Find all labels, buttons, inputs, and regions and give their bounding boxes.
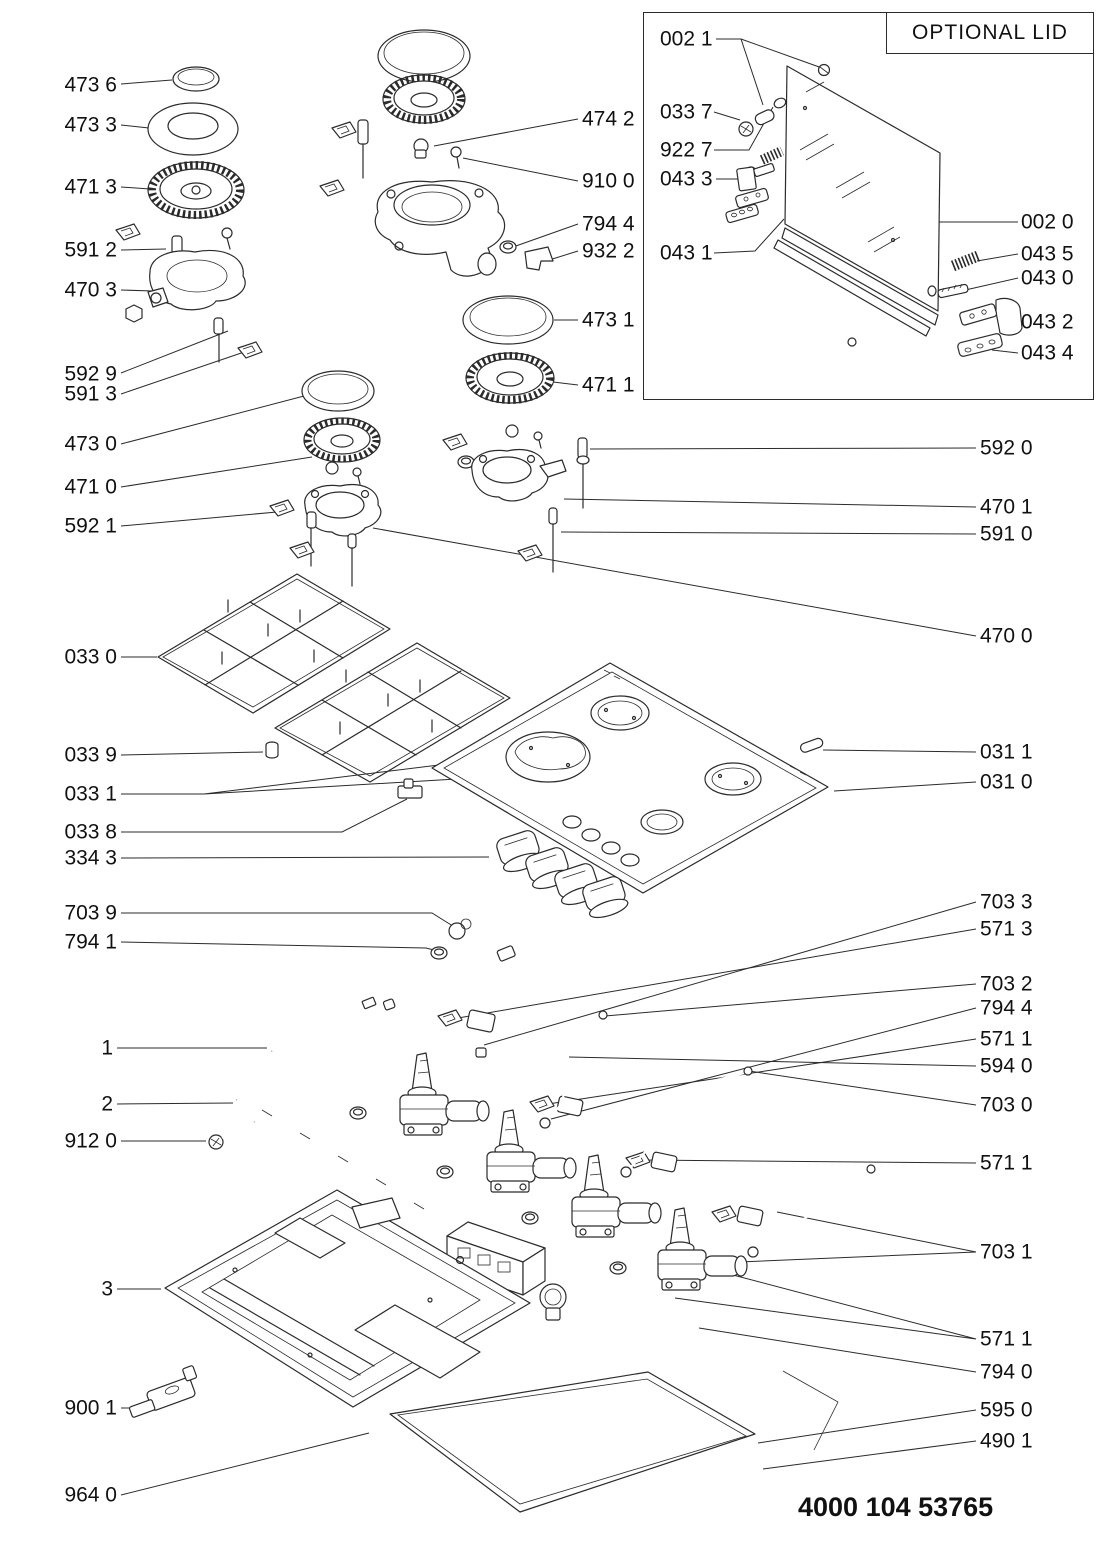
- part-label: 043 4: [1021, 341, 1074, 365]
- part-label: 471 1: [582, 373, 635, 397]
- part-label: 571 1: [980, 1151, 1033, 1175]
- part-label: 591 0: [980, 522, 1033, 546]
- part-label: 470 0: [980, 624, 1033, 648]
- part-label: 043 1: [660, 241, 713, 265]
- part-label: 910 0: [582, 169, 635, 193]
- part-label: 2: [101, 1092, 113, 1116]
- part-label: 033 7: [660, 100, 713, 124]
- part-label: 922 7: [660, 138, 713, 162]
- burner-semirapid-right: [443, 425, 589, 572]
- bottom-tray: [165, 1190, 530, 1407]
- part-label: 900 1: [64, 1396, 117, 1420]
- part-label: 571 3: [980, 917, 1033, 941]
- part-label: 334 3: [64, 846, 117, 870]
- part-label: 932 2: [582, 239, 635, 263]
- part-label: 473 3: [64, 113, 117, 137]
- part-label: 474 2: [582, 107, 635, 131]
- part-label: 043 2: [1021, 310, 1074, 334]
- part-label: 703 9: [64, 901, 117, 925]
- part-label: 912 0: [64, 1129, 117, 1153]
- part-label: 002 0: [1021, 210, 1074, 234]
- part-label: 033 9: [64, 743, 117, 767]
- mounting-bracket: [129, 1365, 197, 1417]
- part-label: 473 0: [64, 432, 117, 456]
- burner-rapid-assembly: [320, 30, 554, 403]
- part-label: 490 1: [980, 1429, 1033, 1453]
- part-label: 794 4: [980, 996, 1033, 1020]
- part-label: 473 1: [582, 308, 635, 332]
- part-label: 031 0: [980, 770, 1033, 794]
- burner-semirapid-left: [270, 371, 381, 586]
- part-label: 703 0: [980, 1093, 1033, 1117]
- part-label: 031 1: [980, 740, 1033, 764]
- part-label: 571 1: [980, 1327, 1033, 1351]
- part-label: 595 0: [980, 1398, 1033, 1422]
- part-label: 964 0: [64, 1483, 117, 1507]
- part-label: 703 3: [980, 890, 1033, 914]
- part-label: 473 6: [64, 73, 117, 97]
- part-label: 043 5: [1021, 242, 1074, 266]
- part-label: 033 1: [64, 782, 117, 806]
- part-label: 592 0: [980, 436, 1033, 460]
- burner-aux-assembly: [116, 67, 262, 362]
- part-label: 033 0: [64, 645, 117, 669]
- part-label: 002 1: [660, 27, 713, 51]
- part-label: 703 2: [980, 972, 1033, 996]
- part-label: 592 1: [64, 514, 117, 538]
- part-label: 033 8: [64, 820, 117, 844]
- part-label: 1: [101, 1036, 113, 1060]
- part-label: 592 9: [64, 362, 117, 386]
- optional-lid-frame: [643, 12, 1094, 400]
- part-label: 3: [101, 1277, 113, 1301]
- document-part-number: 4000 104 53765: [798, 1492, 994, 1522]
- cooktop-panel: [432, 663, 828, 893]
- part-label: 043 3: [660, 167, 713, 191]
- part-label: 594 0: [980, 1054, 1033, 1078]
- part-label: 591 3: [64, 382, 117, 406]
- part-label: 470 1: [980, 495, 1033, 519]
- part-label: 794 4: [582, 212, 635, 236]
- pan-support-grids: [158, 574, 510, 782]
- part-label: 470 3: [64, 278, 117, 302]
- part-label: 794 0: [980, 1360, 1033, 1384]
- part-label: 571 1: [980, 1027, 1033, 1051]
- part-label: 471 3: [64, 175, 117, 199]
- part-label: 471 0: [64, 475, 117, 499]
- part-label: 703 1: [980, 1240, 1033, 1264]
- part-label: 591 2: [64, 238, 117, 262]
- optional-lid-title: OPTIONAL LID: [886, 12, 1094, 54]
- part-label: 794 1: [64, 930, 117, 954]
- part-label: 043 0: [1021, 266, 1074, 290]
